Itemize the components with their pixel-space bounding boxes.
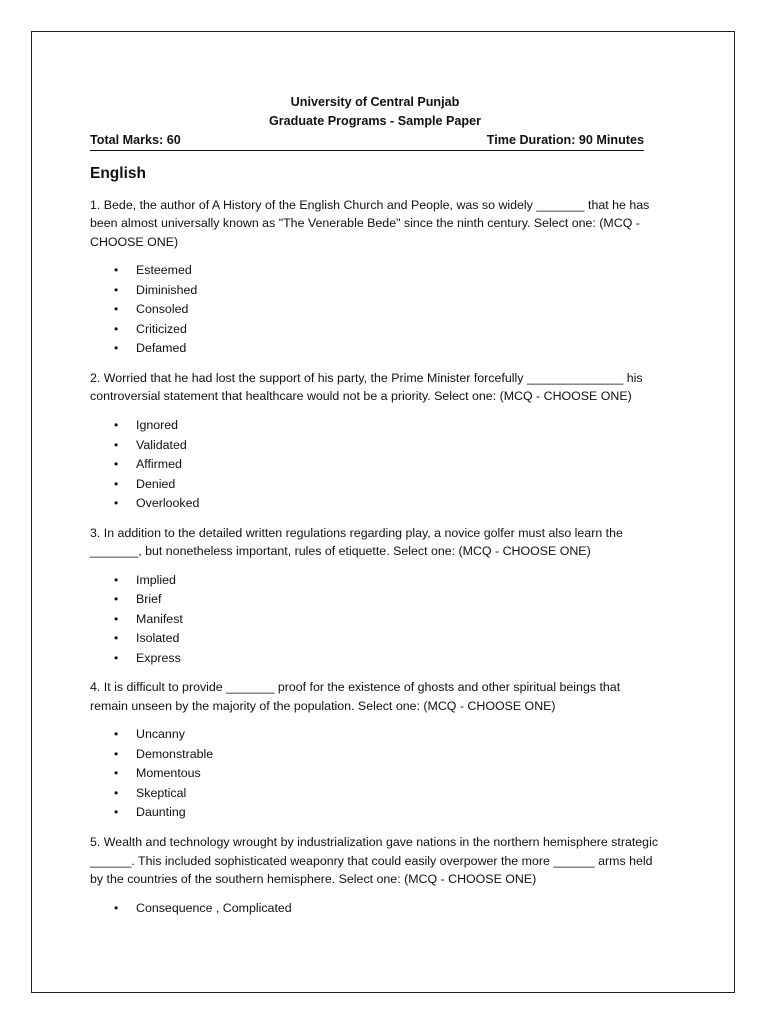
- question-text: 1. Bede, the author of A History of the English Church and People, was so widely _______ that he has been almost universally known as "The Venerable Bede" since the ninth century. Select one: (MCQ - CHOOSE ONE): [90, 197, 650, 249]
- option-item: • Overlooked: [90, 494, 660, 514]
- option-list: [90, 725, 660, 823]
- option-item: • Consequence , Complicated: [90, 899, 660, 919]
- option-item: • Uncanny: [90, 725, 660, 745]
- option-item: • Diminished: [90, 281, 660, 301]
- option-item: • Isolated: [90, 629, 660, 649]
- question-text: 2. Worried that he had lost the support of his party, the Prime Minister forcefully ______________ his controversial statement that healthcare would not be a priority. Select one: (MCQ - CHOOSE ONE): [90, 370, 643, 404]
- option-list: [90, 261, 660, 359]
- option-item: • Skeptical: [90, 784, 660, 804]
- option-item: • Demonstrable: [90, 745, 660, 765]
- option-item: • Momentous: [90, 764, 660, 784]
- option-item: • Express: [90, 649, 660, 669]
- marks-duration-row: [90, 131, 644, 151]
- option-item: • Esteemed: [90, 261, 660, 281]
- option-item: • Ignored: [90, 416, 660, 436]
- option-item: • Affirmed: [90, 455, 660, 475]
- section-title: English: [90, 165, 146, 182]
- option-item: • Daunting: [90, 803, 660, 823]
- option-list: [90, 416, 660, 514]
- option-item: • Manifest: [90, 610, 660, 630]
- option-item: • Defamed: [90, 339, 660, 359]
- program-title: Graduate Programs - Sample Paper: [268, 114, 482, 128]
- option-list: [90, 571, 660, 669]
- total-marks: Total Marks: 60: [90, 133, 181, 147]
- time-duration: Time Duration: 90 Minutes: [486, 133, 644, 147]
- option-item: • Implied: [90, 571, 660, 591]
- option-item: • Denied: [90, 475, 660, 495]
- question-text: 3. In addition to the detailed written regulations regarding play, a novice golfer must also learn the _______, but nonetheless important, rules of etiquette. Select one: (MCQ - CHOOSE ONE): [90, 525, 623, 559]
- option-item: • Criticized: [90, 320, 660, 340]
- question-text: 4. It is difficult to provide _______ proof for the existence of ghosts and other spiritual beings that remain unseen by the majority of the population. Select one: (MCQ - CHOOSE ONE): [90, 680, 621, 713]
- question-text: 5. Wealth and technology wrought by industrialization gave nations in the northern hemisphere strategic ______. This included sophisticated weaponry that could easily overpower the more ______ arms held by the countries of the southern hemisphere. Select one: (MCQ - CHOOSE ONE): [90, 834, 659, 887]
- option-item: • Brief: [90, 590, 660, 610]
- document-content: [90, 93, 660, 928]
- option-item: • Validated: [90, 436, 660, 456]
- university-title: University of Central Punjab: [290, 95, 460, 109]
- option-list: [90, 899, 660, 919]
- option-item: • Consoled: [90, 300, 660, 320]
